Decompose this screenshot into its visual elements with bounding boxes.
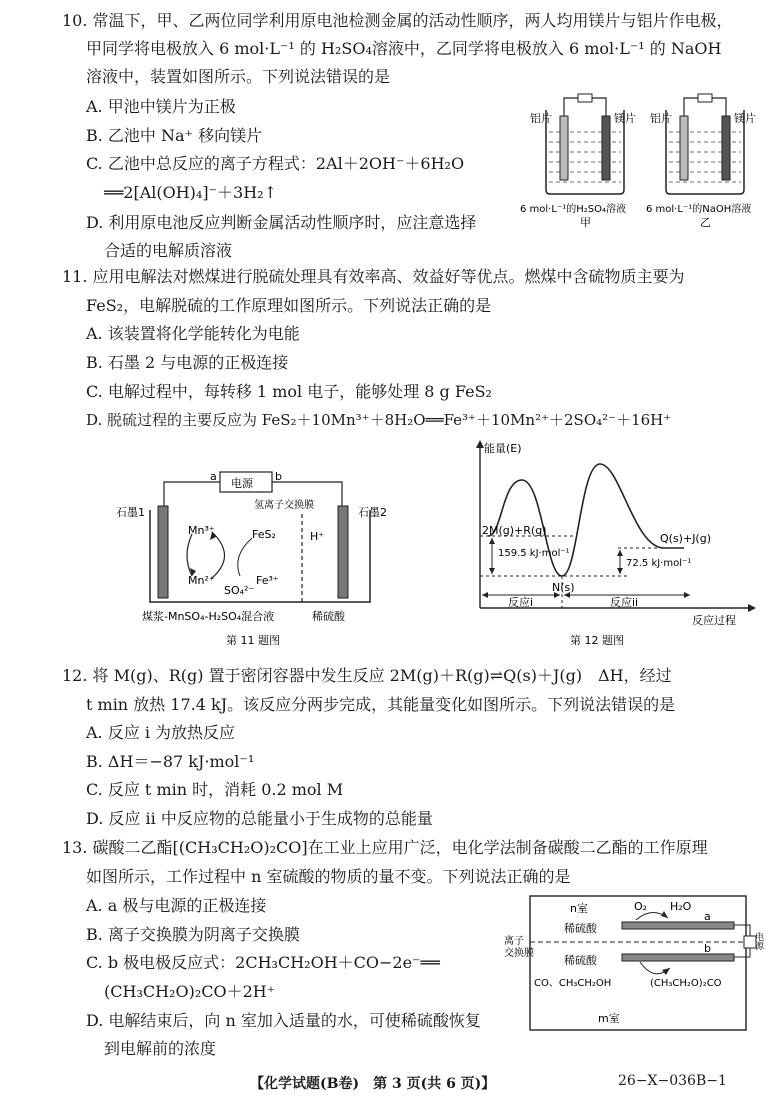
reactants-label: 2M(g)+R(g) — [482, 524, 547, 537]
q10-option-d-line2: 合适的电解质溶液 — [104, 241, 233, 260]
step-ii-label: 反应ii — [610, 596, 639, 609]
graphite-2-label: 石墨2 — [358, 506, 387, 519]
q10-stem-line3: 溶液中，装置如图所示。下列说法错误的是 — [86, 67, 391, 86]
q10-stem-line2: 甲同学将电极放入 6 mol·L⁻¹ 的 H₂SO₄溶液中，乙同学将电极放入 6 mol·L⁻¹ 的 NaOH — [86, 39, 722, 58]
reactants-label: CO、CH₃CH₂OH — [534, 978, 612, 989]
graphite-1-label: 石墨1 — [116, 506, 145, 519]
q12-stem-line1: 12. 将 M(g)、R(g) 置于密闭容器中发生反应 2M(g)＋R(g)⇌Q(s)＋J(g) ΔH，经过 — [62, 666, 672, 685]
q13-option-d-line1: D. 电解结束后，向 n 室加入适量的水，可使稀硫酸恢复 — [86, 1011, 481, 1030]
q11-option-d: D. 脱硫过程的主要反应为 FeS₂＋10Mn³⁺＋8H₂O══Fe³⁺＋10Mn²⁺＋2SO₄²⁻＋16H⁺ — [86, 411, 672, 429]
label-left-cell-name: 甲 — [580, 216, 591, 229]
energy-difference-label: 72.5 kJ·mol⁻¹ — [626, 558, 692, 569]
electrode-b — [622, 954, 734, 961]
room-m-label: m室 — [598, 1012, 620, 1025]
q10-stem-line1: 10. 常温下，甲、乙两位同学利用原电池检测金属的活动性顺序，两人均用镁片与铝片作电极， — [62, 11, 733, 30]
beaker-left — [546, 94, 624, 194]
y-axis-label: 能量(E) — [484, 442, 522, 455]
sulfate-label: SO₄²⁻ — [224, 584, 255, 597]
q12-option-d: D. 反应 ii 中反应物的总能量小于生成物的总能量 — [86, 809, 433, 828]
q11-stem-line2: FeS₂，电解脱硫的工作原理如图所示。下列说法正确的是 — [86, 296, 492, 315]
q10-option-a: A. 甲池中镁片为正极 — [86, 97, 236, 116]
right-solution-label: 稀硫酸 — [312, 610, 345, 623]
cell-container — [530, 896, 746, 1030]
acid-bottom-label: 稀硫酸 — [564, 954, 597, 967]
q12-option-a: A. 反应 i 为放热反应 — [86, 723, 236, 742]
label-right-cell-name: 乙 — [700, 216, 711, 229]
fe3-label: Fe³⁺ — [256, 574, 279, 587]
room-n-label: n室 — [570, 902, 588, 915]
ion-mn3-label: Mn³⁺ — [188, 524, 215, 537]
electrode-a — [622, 922, 734, 929]
products-label: Q(s)+J(g) — [660, 532, 711, 545]
electrode-b-label: b — [704, 942, 711, 955]
step-i-label: 反应i — [508, 596, 534, 609]
q12-option-b: B. ΔH＝−87 kJ·mol⁻¹ — [86, 752, 255, 771]
label-left-al: 铝片 — [530, 112, 552, 125]
ion-mn2-label: Mn²⁺ — [188, 574, 215, 587]
membrane-label: 氢离子交换膜 — [254, 500, 314, 511]
graphite-2-electrode — [338, 506, 348, 598]
label-left-mg: 镁片 — [614, 112, 636, 125]
q11-figure-caption: 第 11 题图 — [226, 634, 280, 647]
q11-electrolysis-diagram — [112, 466, 402, 650]
terminal-a-label: a — [210, 470, 217, 483]
graphite-1-electrode — [158, 506, 168, 598]
q13-electrochem-diagram — [504, 894, 770, 1034]
label-right-mg: 镁片 — [734, 112, 756, 125]
q13-option-c-line2: (CH₃CH₂O)₂CO＋2H⁺ — [104, 982, 276, 1001]
label-right-solution: 6 mol·L⁻¹的NaOH溶液 — [646, 204, 752, 215]
product-label: (CH₃CH₂O)₂CO — [650, 978, 722, 989]
q13-option-a: A. a 极与电源的正极连接 — [86, 896, 267, 915]
q10-cell-diagram — [518, 92, 768, 232]
q12-stem-line2: t min 放热 17.4 kJ。该反应分两步完成，其能量变化如图所示。下列说法错误的是 — [86, 695, 676, 714]
label-left-solution: 6 mol·L⁻¹的H₂SO₄溶液 — [520, 204, 626, 215]
q13-stem-line1: 13. 碳酸二乙酯[(CH₃CH₂O)₂CO]在工业上应用广泛，电化学法制备碳酸二乙酯的工作原理 — [62, 838, 708, 857]
q13-option-c-line1: C. b 极电极反应式：2CH₃CH₂OH＋CO−2e⁻══ — [86, 953, 440, 972]
q10-option-c-line1: C. 乙池中总反应的离子方程式：2Al＋2OH⁻＋6H₂O — [86, 154, 465, 173]
activation-energy-label: 159.5 kJ·mol⁻¹ — [498, 548, 570, 559]
q13-option-b: B. 离子交换膜为阴离子交换膜 — [86, 925, 300, 944]
acid-top-label: 稀硫酸 — [564, 922, 597, 935]
q10-option-d-line1: D. 利用原电池反应判断金属活动性顺序时，应注意选择 — [86, 213, 477, 232]
fes2-label: FeS₂ — [252, 528, 276, 541]
membrane-label-line2: 交换膜 — [504, 948, 534, 959]
beaker-right — [666, 94, 744, 194]
q10-option-b: B. 乙池中 Na⁺ 移向镁片 — [86, 126, 263, 145]
q12-figure-caption: 第 12 题图 — [570, 634, 624, 647]
power-supply-label: 电源 — [231, 477, 253, 490]
terminal-b-label: b — [275, 470, 282, 483]
q11-stem-line1: 11. 应用电解法对燃煤进行脱硫处理具有效率高、效益好等优点。燃煤中含硫物质主要为 — [62, 267, 685, 286]
q11-option-a: A. 该装置将化学能转化为电能 — [86, 324, 300, 343]
electrode-a-label: a — [704, 910, 711, 923]
q13-option-d-line2: 到电解前的浓度 — [104, 1039, 217, 1058]
intermediate-label: N(s) — [552, 581, 575, 594]
q11-option-b: B. 石墨 2 与电源的正极连接 — [86, 353, 289, 372]
x-axis-label: 反应过程 — [692, 614, 736, 627]
o2-label: O₂ — [634, 900, 648, 913]
q10-option-c-line2: ══2[Al(OH)₄]⁻＋3H₂↑ — [104, 183, 277, 202]
q11-option-c: C. 电解过程中，每转移 1 mol 电子，能够处理 8 g FeS₂ — [86, 382, 492, 401]
q12-energy-diagram — [464, 438, 764, 650]
h2o-label: H₂O — [670, 900, 692, 913]
q12-option-c: C. 反应 t min 时，消耗 0.2 mol M — [86, 780, 344, 799]
page-footer-code: 26−X−036B−1 — [618, 1073, 727, 1089]
q13-stem-line2: 如图所示，工作过程中 n 室硫酸的物质的量不变。下列说法正确的是 — [86, 867, 571, 886]
hplus-label: H⁺ — [310, 530, 325, 543]
power-supply-label: 电源 — [753, 932, 763, 950]
label-right-al: 铝片 — [650, 112, 672, 125]
page-footer-title: 【化学试题(B卷) 第 3 页(共 6 页)】 — [250, 1076, 496, 1092]
membrane-label-line1: 离子 — [504, 936, 524, 947]
left-solution-label: 煤浆-MnSO₄-H₂SO₄混合液 — [142, 610, 275, 623]
